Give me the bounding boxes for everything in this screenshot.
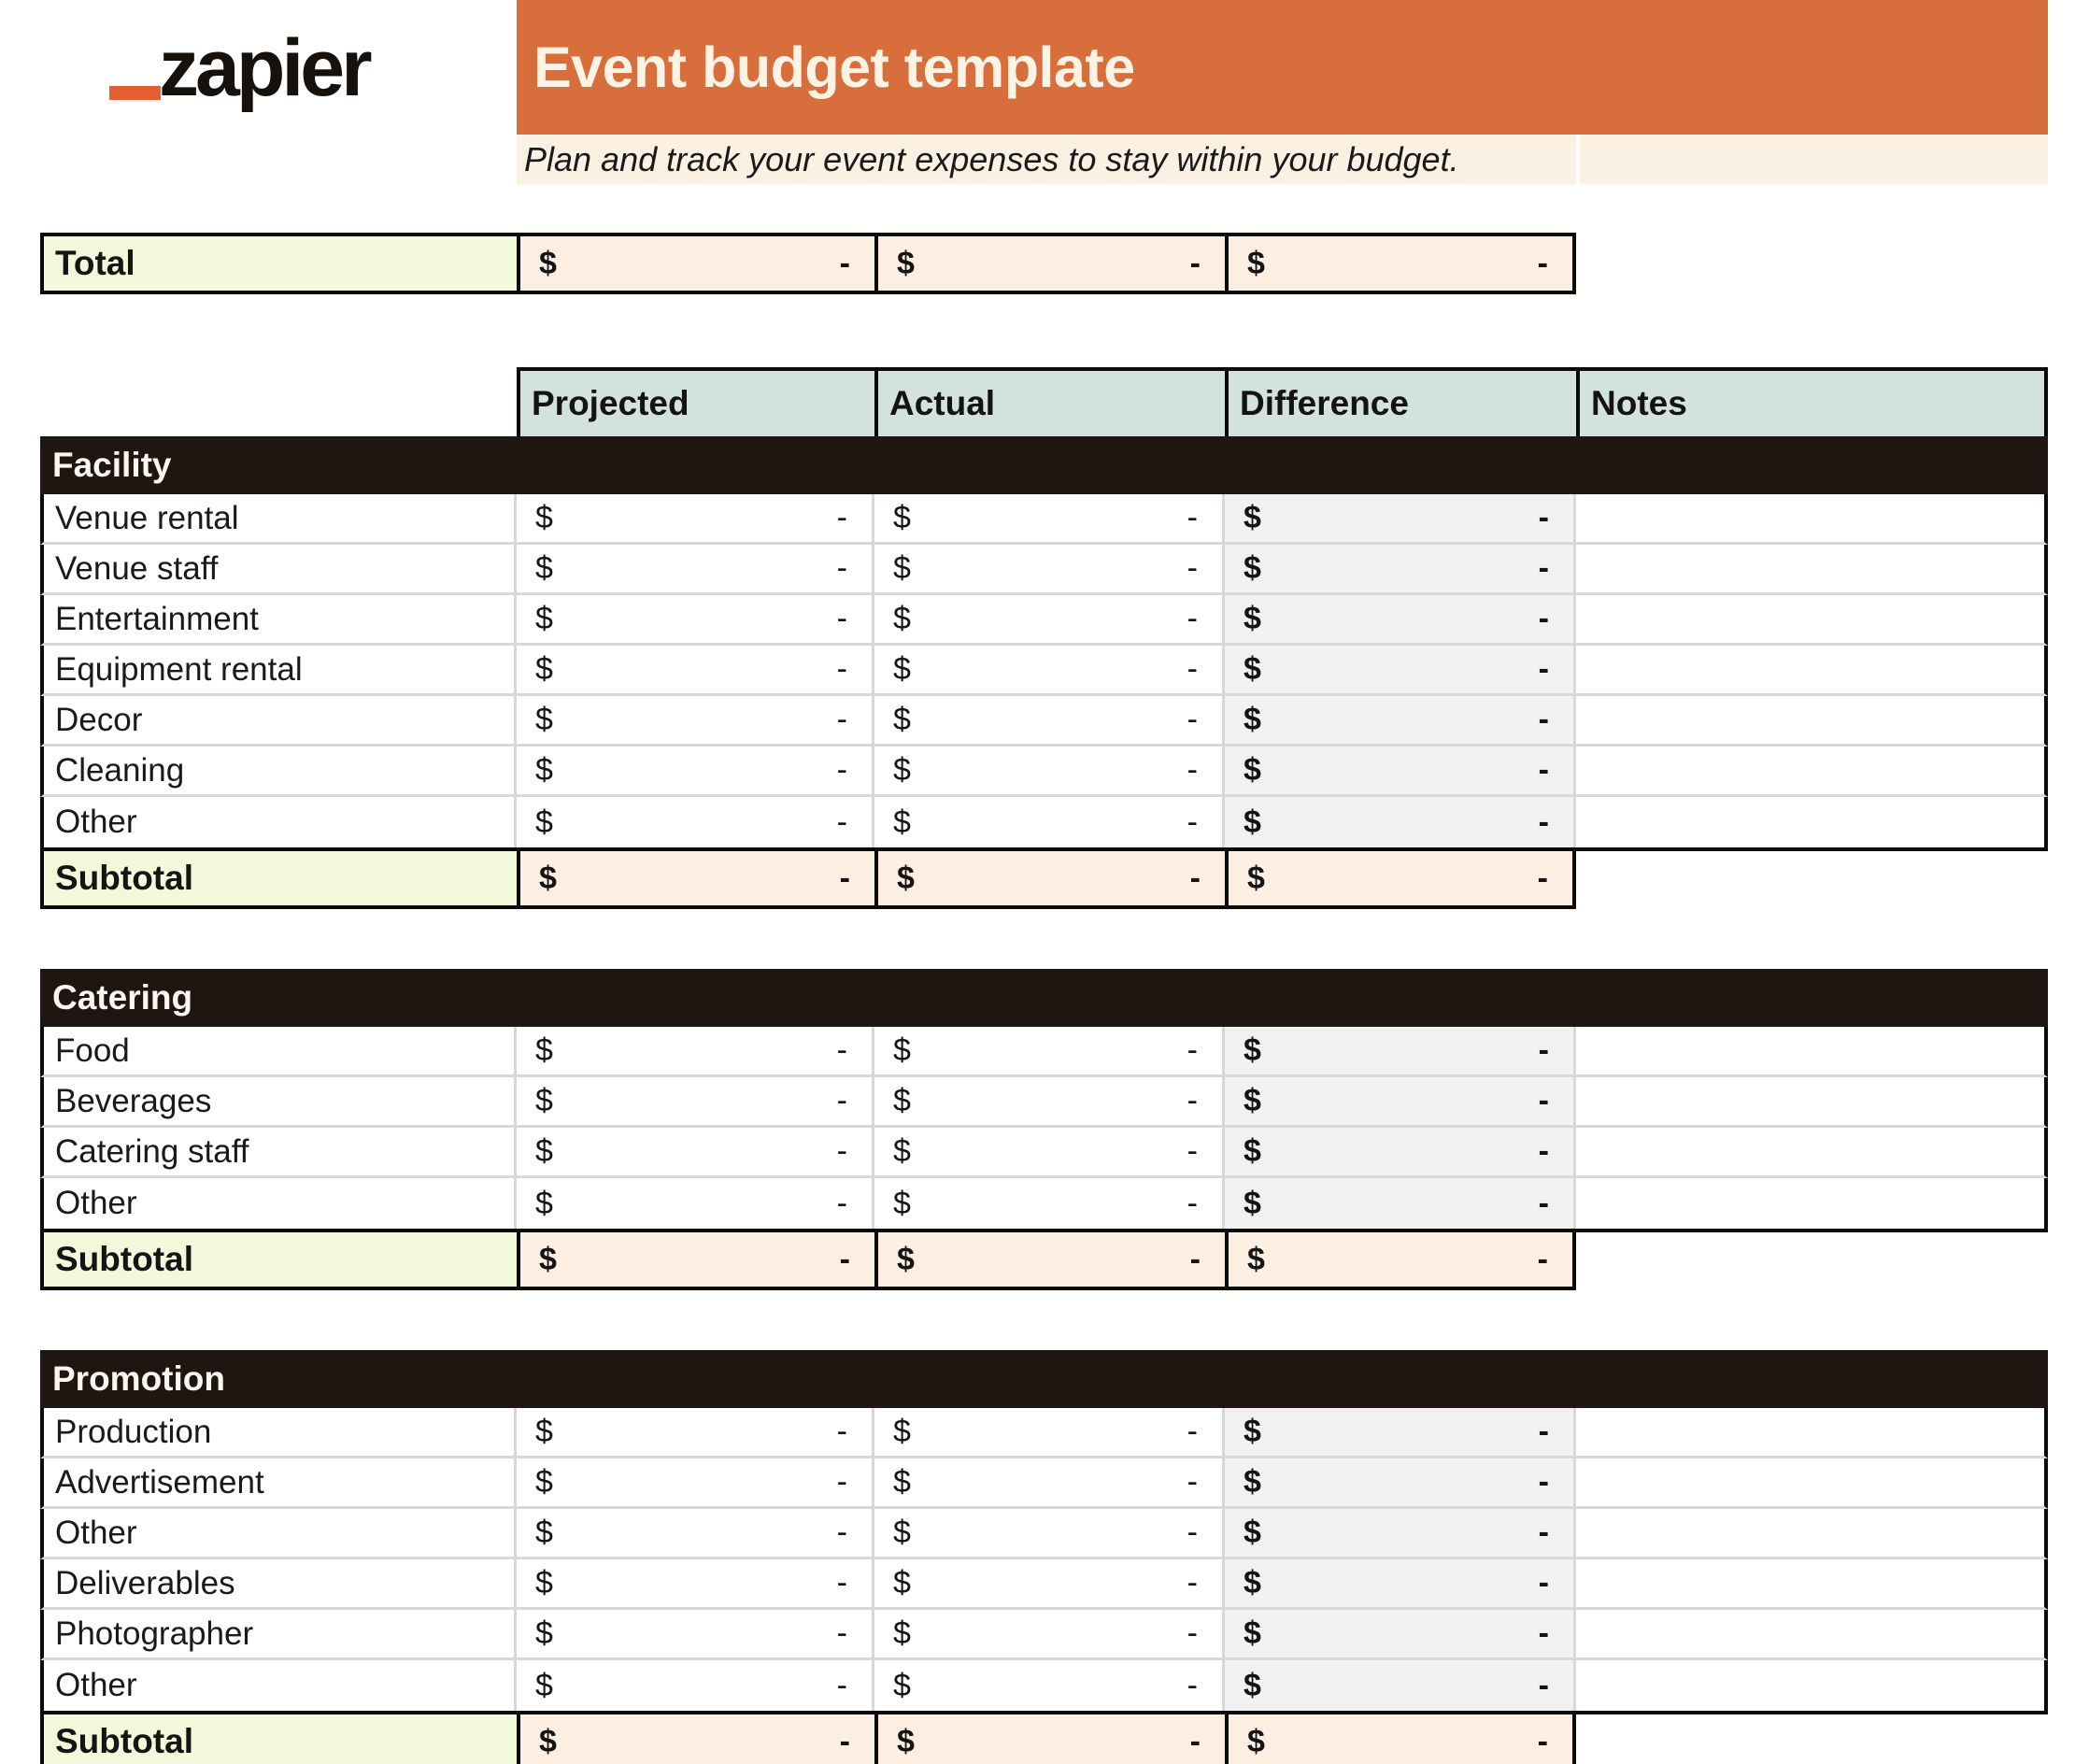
notes-cell[interactable] [1576, 1178, 2048, 1229]
empty-amount: - [1187, 1565, 1198, 1600]
budget-row [40, 1610, 2048, 1660]
budget-row [40, 1660, 2048, 1711]
actual-cell[interactable] [874, 1610, 1225, 1660]
empty-amount: - [1189, 1723, 1201, 1759]
currency-symbol: $ [535, 1615, 553, 1651]
column-header-spacer [40, 367, 517, 436]
currency-symbol: $ [897, 860, 915, 896]
column-header-notes: Notes [1576, 367, 2048, 436]
empty-amount: - [836, 1464, 847, 1500]
projected-cell[interactable] [517, 1660, 874, 1711]
empty-amount: - [836, 804, 847, 840]
empty-amount: - [1189, 1241, 1201, 1277]
actual-cell[interactable] [874, 494, 1225, 545]
subtotal-difference-cell[interactable] [1225, 1232, 1576, 1290]
empty-amount: - [836, 1414, 847, 1449]
total-row [40, 233, 1576, 294]
section-rows [40, 494, 2048, 851]
empty-amount: - [1538, 752, 1549, 788]
empty-amount: - [836, 601, 847, 636]
subtotal-actual-cell[interactable] [874, 1232, 1225, 1290]
empty-amount: - [1537, 1723, 1548, 1759]
actual-cell[interactable] [874, 1077, 1225, 1128]
currency-symbol: $ [535, 1464, 553, 1500]
projected-cell[interactable] [517, 747, 874, 797]
subtotal-projected-cell[interactable] [517, 851, 874, 909]
currency-symbol: $ [1243, 702, 1261, 737]
currency-symbol: $ [1243, 550, 1261, 586]
currency-symbol: $ [893, 1667, 911, 1703]
currency-symbol: $ [1243, 1667, 1261, 1703]
currency-symbol: $ [1243, 1032, 1261, 1068]
actual-cell[interactable] [874, 797, 1225, 847]
empty-amount: - [1538, 1032, 1549, 1068]
item-label-cell[interactable]: Catering staff [40, 1128, 517, 1178]
notes-cell[interactable] [1576, 1559, 2048, 1610]
item-label-cell[interactable]: Food [40, 1027, 517, 1077]
currency-symbol: $ [535, 804, 553, 840]
notes-cell[interactable] [1576, 1128, 2048, 1178]
empty-amount: - [1538, 651, 1549, 687]
empty-amount: - [1187, 702, 1198, 737]
projected-cell[interactable] [517, 494, 874, 545]
empty-amount: - [836, 1083, 847, 1118]
currency-symbol: $ [893, 651, 911, 687]
actual-cell[interactable] [874, 1027, 1225, 1077]
projected-cell[interactable] [517, 1559, 874, 1610]
actual-cell[interactable] [874, 1178, 1225, 1229]
budget-row [40, 696, 2048, 747]
empty-amount: - [836, 1032, 847, 1068]
empty-amount: - [1187, 1615, 1198, 1651]
subtotal-label: Subtotal [40, 1714, 517, 1764]
empty-amount: - [1538, 1414, 1549, 1449]
empty-amount: - [1187, 1083, 1198, 1118]
column-header-actual: Actual [874, 367, 1225, 436]
notes-cell[interactable] [1576, 696, 2048, 747]
currency-symbol: $ [893, 1133, 911, 1169]
item-label-cell[interactable]: Other [40, 1178, 517, 1229]
empty-amount: - [1187, 1515, 1198, 1550]
projected-cell[interactable] [517, 797, 874, 847]
item-label-cell[interactable]: Beverages [40, 1077, 517, 1128]
projected-cell[interactable] [517, 646, 874, 696]
currency-symbol: $ [535, 601, 553, 636]
projected-cell[interactable] [517, 1077, 874, 1128]
currency-symbol: $ [893, 1515, 911, 1550]
currency-symbol: $ [1243, 1414, 1261, 1449]
currency-symbol: $ [535, 550, 553, 586]
currency-symbol: $ [1243, 1565, 1261, 1600]
currency-symbol: $ [893, 1083, 911, 1118]
actual-cell[interactable] [874, 1128, 1225, 1178]
item-label-cell[interactable]: Production [40, 1408, 517, 1458]
difference-cell[interactable] [1225, 646, 1576, 696]
empty-amount: - [1538, 550, 1549, 586]
currency-symbol: $ [539, 245, 557, 281]
item-label-cell[interactable]: Cleaning [40, 747, 517, 797]
projected-cell[interactable] [517, 1509, 874, 1559]
notes-cell[interactable] [1576, 1610, 2048, 1660]
actual-cell[interactable] [874, 696, 1225, 747]
currency-symbol: $ [893, 1565, 911, 1600]
subtotal-label: Subtotal [40, 851, 517, 909]
empty-amount: - [836, 651, 847, 687]
zapier-logo [0, 0, 517, 184]
currency-symbol: $ [893, 1464, 911, 1500]
empty-amount: - [1187, 1032, 1198, 1068]
currency-symbol: $ [535, 1565, 553, 1600]
empty-amount: - [836, 752, 847, 788]
notes-cell[interactable] [1576, 494, 2048, 545]
empty-amount: - [1189, 245, 1201, 281]
subtotal-projected-cell[interactable] [517, 1232, 874, 1290]
currency-symbol: $ [897, 1241, 915, 1277]
empty-amount: - [836, 1615, 847, 1651]
empty-amount: - [1538, 601, 1549, 636]
empty-amount: - [1187, 500, 1198, 535]
actual-cell[interactable] [874, 1509, 1225, 1559]
projected-cell[interactable] [517, 1408, 874, 1458]
budget-row [40, 646, 2048, 696]
subtotal-row-facility [40, 851, 1576, 909]
empty-amount: - [1538, 1667, 1549, 1703]
notes-cell[interactable] [1576, 646, 2048, 696]
actual-cell[interactable] [874, 545, 1225, 595]
item-label-cell[interactable]: Venue staff [40, 545, 517, 595]
notes-cell[interactable] [1576, 1408, 2048, 1458]
empty-amount: - [1538, 1565, 1549, 1600]
currency-symbol: $ [893, 702, 911, 737]
section-header-promotion: Promotion [40, 1350, 2048, 1408]
difference-cell[interactable] [1225, 797, 1576, 847]
difference-cell[interactable] [1225, 1458, 1576, 1509]
empty-amount: - [1538, 1185, 1549, 1221]
subtitle-spacer-cell [1580, 135, 2048, 184]
currency-symbol: $ [893, 1185, 911, 1221]
actual-cell[interactable] [874, 646, 1225, 696]
actual-cell[interactable] [874, 1660, 1225, 1711]
difference-cell[interactable] [1225, 1077, 1576, 1128]
item-label-cell[interactable]: Advertisement [40, 1458, 517, 1509]
currency-symbol: $ [535, 752, 553, 788]
column-header-row [40, 367, 2048, 436]
empty-amount: - [1187, 651, 1198, 687]
section-promotion [40, 1350, 2048, 1764]
subtotal-row-catering [40, 1232, 1576, 1290]
item-label-cell[interactable]: Venue rental [40, 494, 517, 545]
item-label-cell[interactable]: Other [40, 797, 517, 847]
empty-amount: - [1538, 1083, 1549, 1118]
budget-row [40, 1128, 2048, 1178]
subtotal-label: Subtotal [40, 1232, 517, 1290]
difference-cell[interactable] [1225, 747, 1576, 797]
empty-amount: - [1187, 1667, 1198, 1703]
actual-cell[interactable] [874, 595, 1225, 646]
empty-amount: - [1187, 1464, 1198, 1500]
budget-sheet [40, 367, 2048, 1764]
empty-amount: - [1187, 1133, 1198, 1169]
empty-amount: - [839, 1723, 850, 1759]
projected-cell[interactable] [517, 1178, 874, 1229]
currency-symbol: $ [1247, 860, 1265, 896]
section-header-catering: Catering [40, 969, 2048, 1027]
notes-cell[interactable] [1576, 595, 2048, 646]
projected-cell[interactable] [517, 1458, 874, 1509]
section-catering [40, 969, 2048, 1290]
currency-symbol: $ [535, 1414, 553, 1449]
currency-symbol: $ [1243, 752, 1261, 788]
notes-cell[interactable] [1576, 747, 2048, 797]
empty-amount: - [839, 860, 850, 896]
budget-row [40, 1509, 2048, 1559]
section-header-facility: Facility [40, 436, 2048, 494]
empty-amount: - [1538, 1133, 1549, 1169]
empty-amount: - [836, 1667, 847, 1703]
notes-cell[interactable] [1576, 1077, 2048, 1128]
item-label-cell[interactable]: Equipment rental [40, 646, 517, 696]
total-difference-cell[interactable] [1225, 233, 1576, 294]
title-banner [517, 0, 2048, 135]
difference-cell[interactable] [1225, 696, 1576, 747]
currency-symbol: $ [535, 1083, 553, 1118]
projected-cell[interactable] [517, 545, 874, 595]
empty-amount: - [836, 1515, 847, 1550]
projected-cell[interactable] [517, 1027, 874, 1077]
item-label-cell[interactable]: Other [40, 1509, 517, 1559]
budget-row [40, 1408, 2048, 1458]
currency-symbol: $ [1243, 1515, 1261, 1550]
empty-amount: - [1538, 1464, 1549, 1500]
empty-amount: - [839, 245, 850, 281]
notes-cell[interactable] [1576, 1509, 2048, 1559]
budget-row [40, 595, 2048, 646]
difference-cell[interactable] [1225, 1509, 1576, 1559]
budget-row [40, 747, 2048, 797]
empty-amount: - [836, 500, 847, 535]
notes-cell[interactable] [1576, 545, 2048, 595]
budget-row [40, 545, 2048, 595]
empty-amount: - [1538, 1515, 1549, 1550]
empty-amount: - [836, 1565, 847, 1600]
zapier-logo-text: zapier [159, 23, 369, 113]
column-header-difference: Difference [1225, 367, 1576, 436]
currency-symbol: $ [535, 1032, 553, 1068]
subtotal-difference-cell[interactable] [1225, 851, 1576, 909]
currency-symbol: $ [535, 702, 553, 737]
empty-amount: - [1187, 1414, 1198, 1449]
item-label-cell[interactable]: Entertainment [40, 595, 517, 646]
total-projected-cell[interactable] [517, 233, 874, 294]
empty-amount: - [1537, 1241, 1548, 1277]
budget-row [40, 494, 2048, 545]
currency-symbol: $ [535, 651, 553, 687]
currency-symbol: $ [535, 1667, 553, 1703]
currency-symbol: $ [1243, 1615, 1261, 1651]
empty-amount: - [1189, 860, 1201, 896]
actual-cell[interactable] [874, 747, 1225, 797]
actual-cell[interactable] [874, 1458, 1225, 1509]
actual-cell[interactable] [874, 1408, 1225, 1458]
empty-amount: - [836, 550, 847, 586]
currency-symbol: $ [1243, 1133, 1261, 1169]
currency-symbol: $ [897, 245, 915, 281]
page-title: Event budget template [533, 36, 1135, 99]
empty-amount: - [1537, 245, 1548, 281]
item-label-cell[interactable]: Decor [40, 696, 517, 747]
difference-cell[interactable] [1225, 1027, 1576, 1077]
empty-amount: - [836, 1185, 847, 1221]
empty-amount: - [1187, 601, 1198, 636]
section-rows [40, 1027, 2048, 1232]
currency-symbol: $ [535, 1185, 553, 1221]
currency-symbol: $ [1243, 601, 1261, 636]
currency-symbol: $ [539, 860, 557, 896]
empty-amount: - [1187, 804, 1198, 840]
currency-symbol: $ [1247, 1241, 1265, 1277]
empty-amount: - [1187, 550, 1198, 586]
currency-symbol: $ [893, 550, 911, 586]
currency-symbol: $ [535, 1515, 553, 1550]
total-label: Total [40, 233, 517, 294]
difference-cell[interactable] [1225, 1128, 1576, 1178]
masthead [0, 0, 2089, 184]
empty-amount: - [1187, 752, 1198, 788]
empty-amount: - [836, 1133, 847, 1169]
empty-amount: - [1538, 1615, 1549, 1651]
empty-amount: - [1538, 702, 1549, 737]
actual-cell[interactable] [874, 1559, 1225, 1610]
projected-cell[interactable] [517, 1128, 874, 1178]
currency-symbol: $ [893, 804, 911, 840]
currency-symbol: $ [1243, 651, 1261, 687]
notes-cell[interactable] [1576, 1027, 2048, 1077]
section-facility [40, 436, 2048, 909]
currency-symbol: $ [893, 601, 911, 636]
empty-amount: - [1538, 500, 1549, 535]
notes-cell[interactable] [1576, 797, 2048, 847]
difference-cell[interactable] [1225, 1559, 1576, 1610]
page-subtitle: Plan and track your event expenses to stay within your budget. [517, 135, 1576, 184]
currency-symbol: $ [893, 500, 911, 535]
projected-cell[interactable] [517, 1610, 874, 1660]
subtitle-bar [517, 135, 2048, 184]
notes-cell[interactable] [1576, 1660, 2048, 1711]
currency-symbol: $ [893, 1615, 911, 1651]
subtotal-row-promotion [40, 1714, 1576, 1764]
currency-symbol: $ [1243, 1083, 1261, 1118]
section-rows [40, 1408, 2048, 1714]
currency-symbol: $ [1247, 245, 1265, 281]
empty-amount: - [1537, 860, 1548, 896]
projected-cell[interactable] [517, 696, 874, 747]
currency-symbol: $ [1243, 500, 1261, 535]
budget-row [40, 1458, 2048, 1509]
zapier-underscore-icon [109, 86, 161, 100]
empty-amount: - [839, 1241, 850, 1277]
empty-amount: - [1538, 804, 1549, 840]
empty-amount: - [1187, 1185, 1198, 1221]
difference-cell[interactable] [1225, 595, 1576, 646]
subtotal-actual-cell[interactable] [874, 1714, 1225, 1764]
currency-symbol: $ [1243, 1464, 1261, 1500]
currency-symbol: $ [539, 1241, 557, 1277]
currency-symbol: $ [535, 1133, 553, 1169]
currency-symbol: $ [1243, 804, 1261, 840]
total-actual-cell[interactable] [874, 233, 1225, 294]
budget-row [40, 1077, 2048, 1128]
subtotal-projected-cell[interactable] [517, 1714, 874, 1764]
difference-cell[interactable] [1225, 1660, 1576, 1711]
currency-symbol: $ [893, 1414, 911, 1449]
item-label-cell[interactable]: Deliverables [40, 1559, 517, 1610]
subtotal-actual-cell[interactable] [874, 851, 1225, 909]
currency-symbol: $ [539, 1723, 557, 1759]
currency-symbol: $ [893, 1032, 911, 1068]
difference-cell[interactable] [1225, 1610, 1576, 1660]
notes-cell[interactable] [1576, 1458, 2048, 1509]
currency-symbol: $ [897, 1723, 915, 1759]
currency-symbol: $ [1243, 1185, 1261, 1221]
difference-cell[interactable] [1225, 1408, 1576, 1458]
projected-cell[interactable] [517, 595, 874, 646]
subtotal-difference-cell[interactable] [1225, 1714, 1576, 1764]
budget-row [40, 797, 2048, 847]
item-label-cell[interactable]: Photographer [40, 1610, 517, 1660]
empty-amount: - [836, 702, 847, 737]
difference-cell[interactable] [1225, 545, 1576, 595]
currency-symbol: $ [893, 752, 911, 788]
currency-symbol: $ [1247, 1723, 1265, 1759]
budget-row [40, 1559, 2048, 1610]
budget-row [40, 1027, 2048, 1077]
column-header-projected: Projected [517, 367, 874, 436]
budget-row [40, 1178, 2048, 1229]
currency-symbol: $ [535, 500, 553, 535]
item-label-cell[interactable]: Other [40, 1660, 517, 1711]
difference-cell[interactable] [1225, 494, 1576, 545]
difference-cell[interactable] [1225, 1178, 1576, 1229]
